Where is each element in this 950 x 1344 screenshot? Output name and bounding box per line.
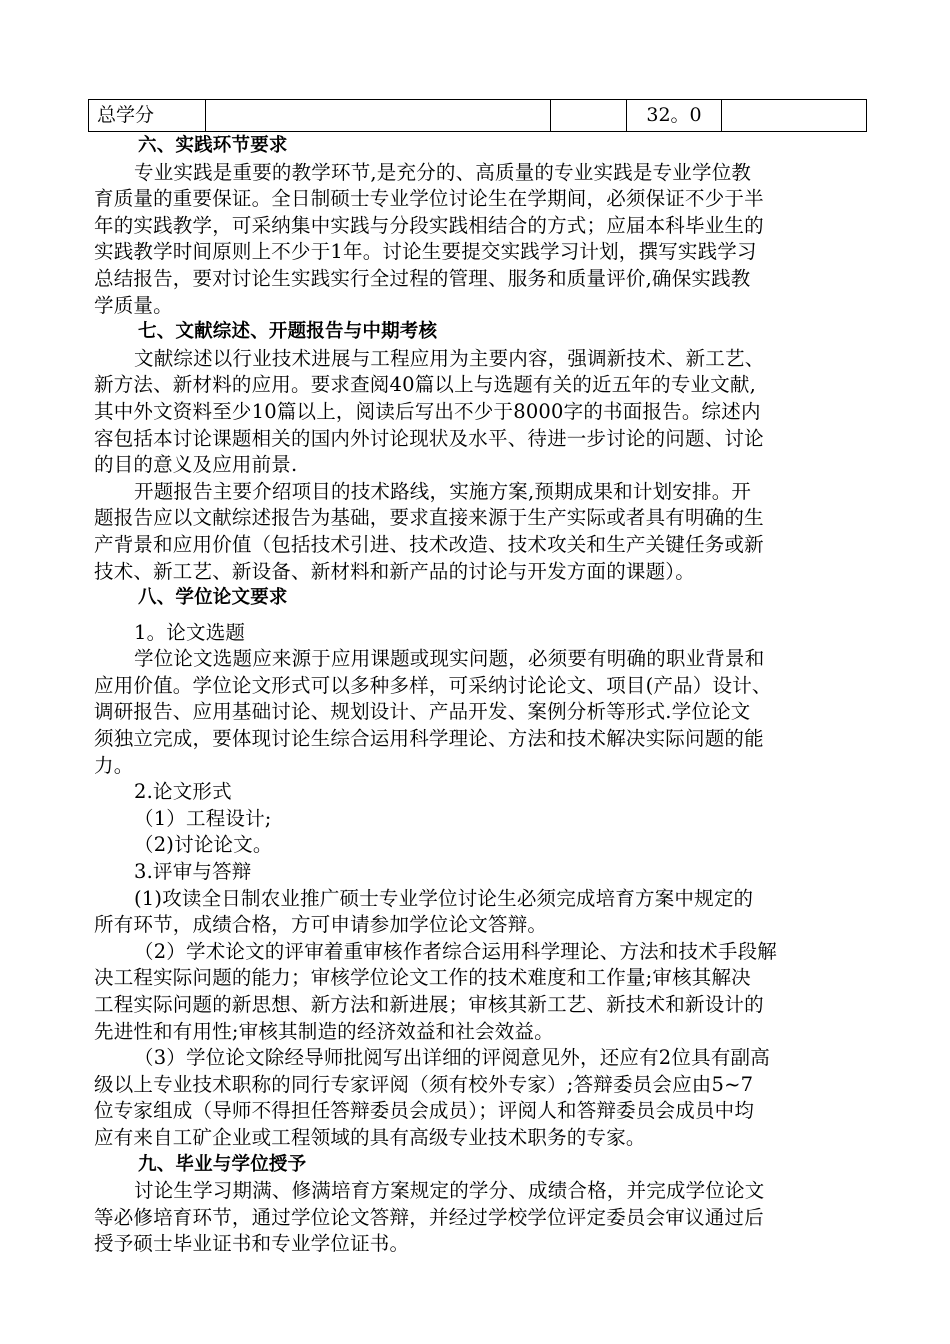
text-line: （1）工程设计; — [134, 806, 272, 830]
text-line: 年的实践教学，可采纳集中实践与分段实践相结合的方式；应届本科毕业生的 — [94, 213, 764, 237]
text-line: 产背景和应用价值（包括技术引进、技术改造、技术攻关和生产关键任务或新 — [94, 532, 764, 556]
section-heading: 九、毕业与学位授予 — [138, 1153, 307, 1175]
text-line: 3.评审与答辩 — [134, 860, 252, 884]
paragraph — [94, 886, 866, 939]
text-line: 应有来自工矿企业或工程领域的具有高级专业技术职务的专家。 — [94, 1125, 646, 1149]
text-line: 授予硕士毕业证书和专业学位证书。 — [94, 1232, 410, 1256]
table-cell-empty — [551, 100, 627, 132]
paragraph — [94, 479, 866, 585]
text-line: (1)攻读全日制农业推广硕士专业学位讨论生必须完成培育方案中规定的 — [134, 886, 754, 910]
section-heading: 七、文献综述、开题报告与中期考核 — [138, 321, 438, 343]
text-line: 总结报告，要对讨论生实践实行全过程的管理、服务和质量评价,确保实践教 — [94, 266, 751, 290]
text-line: 新方法、新材料的应用。要求查阅40篇以上与选题有关的近五年的专业文献, — [94, 373, 757, 397]
text-line: 力。 — [94, 753, 134, 777]
text-line: 学质量。 — [94, 293, 173, 317]
paragraph — [94, 832, 866, 859]
text-line: 1。论文选题 — [134, 620, 246, 644]
text-line: 等必修培育环节，通过学位论文答辩，并经过学校学位评定委员会审议通过后 — [94, 1205, 764, 1229]
text-line: 学位论文选题应来源于应用课题或现实问题，必须要有明确的职业背景和 — [134, 647, 765, 671]
text-line: 工程实际问题的新思想、新方法和新进展；审核其新工艺、新技术和新设计的 — [94, 993, 764, 1016]
paragraph — [94, 160, 866, 320]
text-line: 育质量的重要保证。全日制硕士专业学位讨论生在学期间，必须保证不少于半 — [94, 187, 764, 211]
spacer — [94, 612, 866, 620]
text-line: 须独立完成，要体现讨论生综合运用科学理论、方法和技术解决实际问题的能 — [94, 727, 764, 751]
table-row — [89, 100, 867, 132]
text-line: 的目的意义及应用前景. — [94, 453, 298, 477]
document-body — [94, 133, 866, 1258]
text-line: 先进性和有用性;审核其制造的经济效益和社会效益。 — [94, 1019, 554, 1043]
text-line: 2.论文形式 — [134, 780, 232, 804]
text-line: 调研报告、应用基础讨论、规划设计、产品开发、案例分析等形式.学位论文 — [94, 700, 751, 724]
text-line: （2）学术论文的评审着重审核作者综合运用科学理论、方法和技术手段解 — [134, 939, 778, 963]
table-cell-empty — [722, 100, 867, 132]
text-line: 讨论生学习期满、修满培育方案规定的学分、成绩合格，并完成学位论文 — [134, 1179, 765, 1203]
paragraph — [94, 859, 866, 886]
paragraph — [94, 1045, 866, 1151]
text-line: 所有环节，成绩合格，方可申请参加学位论文答辩。 — [94, 913, 548, 937]
table-cell-empty — [206, 100, 551, 132]
total-credits-value: 32。0 — [627, 100, 722, 132]
text-line: 应用价值。学位论文形式可以多种多样，可采纳讨论论文、项目(产品）设计、 — [94, 673, 772, 697]
paragraph — [94, 1178, 866, 1258]
text-line: 实践教学时间原则上不少于1年。讨论生要提交实践学习计划，撰写实践学习 — [94, 240, 757, 264]
text-line: 技术、新工艺、新设备、新材料和新产品的讨论与开发方面的课题）。 — [94, 559, 695, 583]
text-line: （2)讨论论文。 — [134, 833, 273, 857]
text-line: 题报告应以文献综述报告为基础，要求直接来源于生产实际或者具有明确的生 — [94, 506, 764, 530]
text-line: 级以上专业技术职称的同行专家评阅（须有校外专家）;答辩委员会应由5~7 — [94, 1072, 754, 1096]
credits-total-table — [88, 99, 867, 132]
paragraph — [94, 779, 866, 806]
section-heading: 六、实践环节要求 — [138, 135, 288, 156]
text-line: （3）学位论文除经导师批阅写出详细的评阅意见外，还应有2位具有副高 — [134, 1046, 770, 1070]
paragraph — [94, 646, 866, 779]
section-heading: 八、学位论文要求 — [138, 587, 288, 609]
text-line: 开题报告主要介绍项目的技术路线，实施方案,预期成果和计划安排。开 — [134, 479, 752, 503]
text-line: 位专家组成（导师不得担任答辩委员会成员）；评阅人和答辩委员会成员中均 — [94, 1099, 755, 1123]
text-line: 文献综述以行业技术进展与工程应用为主要内容，强调新技术、新工艺、 — [134, 346, 765, 370]
text-line: 决工程实际问题的能力；审核学位论文工作的技术难度和工作量;审核其解决 — [94, 966, 751, 990]
paragraph — [94, 806, 866, 833]
text-line: 其中外文资料至少10篇以上，阅读后写出不少于8000字的书面报告。综述内 — [94, 399, 761, 423]
paragraph — [94, 939, 866, 1045]
text-line: 专业实践是重要的教学环节,是充分的、高质量的专业实践是专业学位教 — [134, 160, 752, 184]
text-line: 容包括本讨论课题相关的国内外讨论现状及水平、待进一步讨论的问题、讨论 — [94, 426, 764, 450]
paragraph — [94, 346, 866, 479]
total-credits-label: 总学分 — [89, 100, 206, 132]
paragraph — [94, 620, 866, 647]
